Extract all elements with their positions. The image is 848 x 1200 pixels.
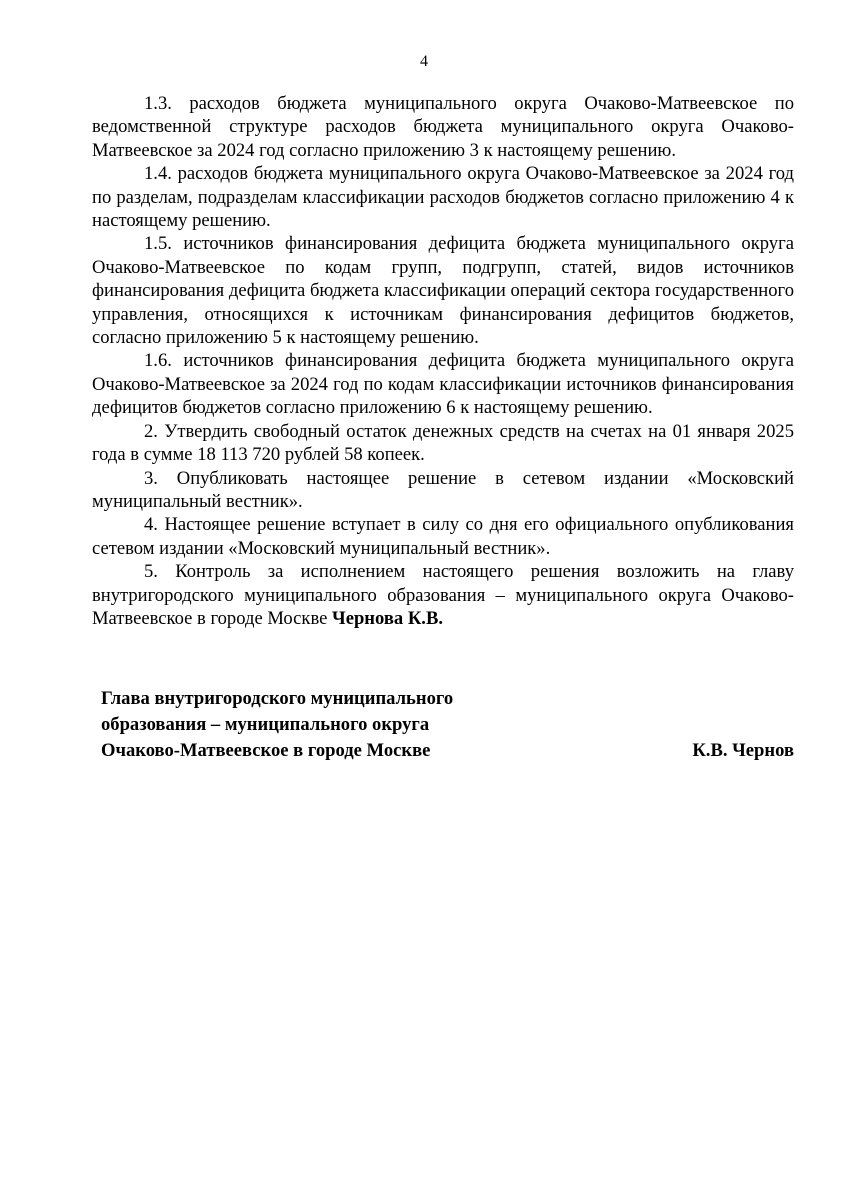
signature-title-line-2: образования – муниципального округа [101,714,430,735]
signature-title [101,686,581,764]
paragraph-5-name: Чернова К.В. [332,607,444,629]
paragraph-1-5: 1.5. источников финансирования дефицита бюджета муниципального округа Очаково-Матвеевское по кодам групп, подгрупп, статей, видов источников финансирования дефицита бюджета классификации операций сектора государственного управления, относящихся к источникам финансирования дефицитов бюджетов, согласно приложению 5 к настоящему решению. [92,233,794,349]
paragraph-1-4: 1.4. расходов бюджета муниципального округа Очаково-Матвеевское за 2024 год по разделам, подразделам классификации расходов бюджетов согласно приложению 4 к настоящему решению. [92,163,794,232]
paragraph-5 [92,560,794,630]
page-number: 4 [420,53,428,70]
paragraph-3: 3. Опубликовать настоящее решение в сетевом издании «Московский муниципальный вестник». [92,467,794,512]
paragraph-1-3: 1.3. расходов бюджета муниципального округа Очаково-Матвеевское по ведомственной структуре расходов бюджета муниципального округа Очаково-Матвеевское за 2024 год согласно приложению 3 к настоящему решению. [92,93,794,161]
signature-title-line-3: Очаково-Матвеевское в городе Москве [101,740,431,761]
signature-name: К.В. Чернов [692,740,794,761]
document-body [92,92,794,630]
paragraph-1-6: 1.6. источников финансирования дефицита бюджета муниципального округа Очаково-Матвеевское за 2024 год по кодам классификации источников финансирования дефицитов бюджетов согласно приложению 6 к настоящему решению. [92,350,794,419]
paragraph-5-text: 5. Контроль за исполнением настоящего решения возложить на главу внутригородского муниципального образования – муниципального округа Очаково-Матвеевское в городе Москве [92,561,794,629]
signature-title-line-1: Глава внутригородского муниципального [101,688,454,709]
paragraph-2: 2. Утвердить свободный остаток денежных средств на счетах на 01 января 2025 года в сумме 18 113 720 рублей 58 копеек. [92,420,794,466]
paragraph-4: 4. Настоящее решение вступает в силу со дня его официального опубликования сетевом издании «Московский муниципальный вестник». [92,514,794,559]
